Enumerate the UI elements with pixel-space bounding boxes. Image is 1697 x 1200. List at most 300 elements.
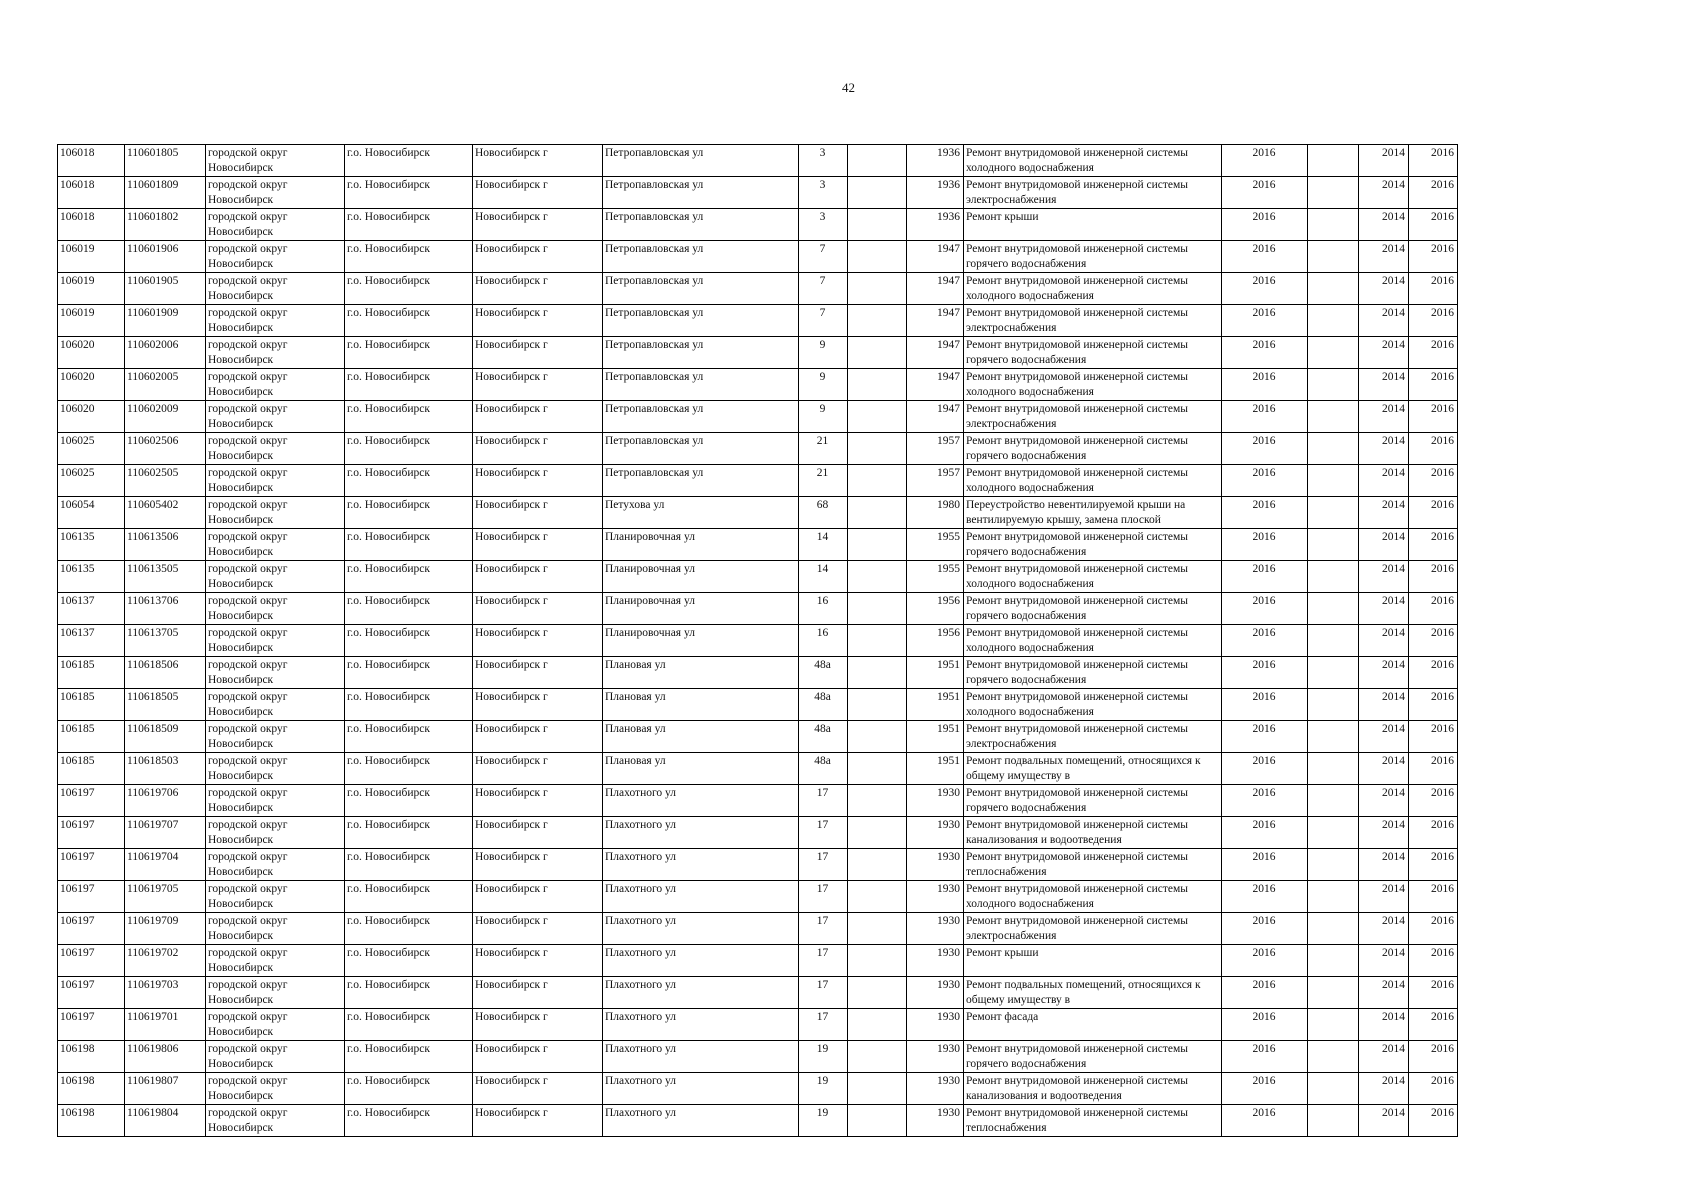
cell-period-end: 2016 [1409, 913, 1458, 945]
cell-municipality: городской округ Новосибирск [206, 913, 345, 945]
cell-planned-year: 2016 [1222, 369, 1308, 401]
cell-empty-col [1308, 881, 1359, 913]
cell-city-district: г.о. Новосибирск [345, 817, 473, 849]
cell-house-number: 9 [799, 401, 848, 433]
table-body [58, 145, 1458, 1137]
cell-repair-work-type: Ремонт внутридомовой инженерной системы электроснабжения [964, 401, 1222, 433]
cell-planned-year: 2016 [1222, 401, 1308, 433]
cell-repair-work-type: Ремонт внутридомовой инженерной системы электроснабжения [964, 913, 1222, 945]
cell-building [848, 273, 907, 305]
cell-building [848, 497, 907, 529]
cell-building [848, 977, 907, 1009]
cell-repair-work-type: Ремонт внутридомовой инженерной системы горячего водоснабжения [964, 785, 1222, 817]
cell-empty-col [1308, 849, 1359, 881]
cell-settlement: Новосибирск г [473, 785, 603, 817]
cell-city-district: г.о. Новосибирск [345, 977, 473, 1009]
cell-building [848, 561, 907, 593]
cell-building [848, 369, 907, 401]
table-row [58, 369, 1458, 401]
cell-planned-year: 2016 [1222, 785, 1308, 817]
cell-empty-col [1308, 561, 1359, 593]
cell-empty-col [1308, 273, 1359, 305]
cell-period-start: 2014 [1359, 497, 1409, 529]
table-row [58, 209, 1458, 241]
cell-year-built: 1936 [907, 177, 964, 209]
cell-empty-col [1308, 593, 1359, 625]
cell-city-district: г.о. Новосибирск [345, 1009, 473, 1041]
cell-repair-work-type: Ремонт внутридомовой инженерной системы холодного водоснабжения [964, 465, 1222, 497]
table-row [58, 529, 1458, 561]
cell-object-id: 106054 [58, 497, 125, 529]
cell-element-id: 110619807 [125, 1073, 206, 1105]
cell-settlement: Новосибирск г [473, 145, 603, 177]
cell-city-district: г.о. Новосибирск [345, 433, 473, 465]
cell-period-end: 2016 [1409, 529, 1458, 561]
cell-period-end: 2016 [1409, 401, 1458, 433]
cell-object-id: 106198 [58, 1105, 125, 1137]
cell-municipality: городской округ Новосибирск [206, 945, 345, 977]
cell-object-id: 106018 [58, 177, 125, 209]
table-row [58, 785, 1458, 817]
table-row [58, 689, 1458, 721]
cell-building [848, 241, 907, 273]
cell-street: Плахотного ул [603, 1105, 799, 1137]
cell-period-end: 2016 [1409, 369, 1458, 401]
cell-street: Петропавловская ул [603, 177, 799, 209]
cell-house-number: 7 [799, 241, 848, 273]
table-row [58, 721, 1458, 753]
cell-element-id: 110601909 [125, 305, 206, 337]
table-row [58, 1009, 1458, 1041]
cell-house-number: 17 [799, 785, 848, 817]
cell-repair-work-type: Ремонт внутридомовой инженерной системы холодного водоснабжения [964, 625, 1222, 657]
cell-city-district: г.о. Новосибирск [345, 785, 473, 817]
cell-empty-col [1308, 625, 1359, 657]
table-row [58, 145, 1458, 177]
cell-year-built: 1930 [907, 977, 964, 1009]
cell-period-start: 2014 [1359, 977, 1409, 1009]
cell-year-built: 1951 [907, 689, 964, 721]
cell-street: Плахотного ул [603, 849, 799, 881]
cell-period-start: 2014 [1359, 785, 1409, 817]
cell-period-start: 2014 [1359, 913, 1409, 945]
cell-city-district: г.о. Новосибирск [345, 1105, 473, 1137]
cell-object-id: 106198 [58, 1041, 125, 1073]
cell-year-built: 1947 [907, 273, 964, 305]
cell-empty-col [1308, 465, 1359, 497]
cell-empty-col [1308, 913, 1359, 945]
cell-element-id: 110619702 [125, 945, 206, 977]
cell-house-number: 9 [799, 369, 848, 401]
cell-empty-col [1308, 1105, 1359, 1137]
cell-element-id: 110602505 [125, 465, 206, 497]
cell-period-end: 2016 [1409, 1041, 1458, 1073]
cell-municipality: городской округ Новосибирск [206, 337, 345, 369]
table-row [58, 433, 1458, 465]
cell-empty-col [1308, 241, 1359, 273]
cell-object-id: 106197 [58, 1009, 125, 1041]
cell-street: Плахотного ул [603, 1009, 799, 1041]
cell-object-id: 106020 [58, 369, 125, 401]
cell-planned-year: 2016 [1222, 657, 1308, 689]
cell-repair-work-type: Ремонт внутридомовой инженерной системы холодного водоснабжения [964, 369, 1222, 401]
cell-repair-work-type: Ремонт внутридомовой инженерной системы холодного водоснабжения [964, 881, 1222, 913]
cell-repair-work-type: Ремонт внутридомовой инженерной системы холодного водоснабжения [964, 273, 1222, 305]
cell-settlement: Новосибирск г [473, 337, 603, 369]
page-number: 42 [842, 80, 855, 95]
cell-city-district: г.о. Новосибирск [345, 305, 473, 337]
cell-repair-work-type: Ремонт внутридомовой инженерной системы горячего водоснабжения [964, 657, 1222, 689]
cell-period-start: 2014 [1359, 657, 1409, 689]
cell-period-start: 2014 [1359, 241, 1409, 273]
cell-period-start: 2014 [1359, 433, 1409, 465]
table-row [58, 593, 1458, 625]
cell-street: Петропавловская ул [603, 337, 799, 369]
table-row [58, 913, 1458, 945]
cell-repair-work-type: Ремонт внутридомовой инженерной системы электроснабжения [964, 721, 1222, 753]
cell-period-start: 2014 [1359, 881, 1409, 913]
table-row [58, 881, 1458, 913]
cell-planned-year: 2016 [1222, 209, 1308, 241]
cell-building [848, 785, 907, 817]
cell-planned-year: 2016 [1222, 177, 1308, 209]
cell-object-id: 106020 [58, 401, 125, 433]
cell-building [848, 817, 907, 849]
cell-building [848, 753, 907, 785]
cell-object-id: 106135 [58, 529, 125, 561]
cell-period-end: 2016 [1409, 625, 1458, 657]
cell-period-end: 2016 [1409, 881, 1458, 913]
cell-period-start: 2014 [1359, 561, 1409, 593]
cell-street: Плахотного ул [603, 913, 799, 945]
cell-period-end: 2016 [1409, 689, 1458, 721]
cell-empty-col [1308, 1009, 1359, 1041]
cell-street: Петропавловская ул [603, 305, 799, 337]
cell-planned-year: 2016 [1222, 433, 1308, 465]
cell-planned-year: 2016 [1222, 1105, 1308, 1137]
cell-house-number: 16 [799, 625, 848, 657]
cell-year-built: 1947 [907, 241, 964, 273]
cell-repair-work-type: Ремонт внутридомовой инженерной системы холодного водоснабжения [964, 561, 1222, 593]
cell-street: Плановая ул [603, 753, 799, 785]
cell-object-id: 106197 [58, 785, 125, 817]
cell-settlement: Новосибирск г [473, 849, 603, 881]
cell-planned-year: 2016 [1222, 241, 1308, 273]
cell-city-district: г.о. Новосибирск [345, 497, 473, 529]
cell-repair-work-type: Ремонт внутридомовой инженерной системы холодного водоснабжения [964, 689, 1222, 721]
cell-year-built: 1947 [907, 337, 964, 369]
cell-building [848, 433, 907, 465]
cell-settlement: Новосибирск г [473, 881, 603, 913]
cell-city-district: г.о. Новосибирск [345, 945, 473, 977]
cell-municipality: городской округ Новосибирск [206, 145, 345, 177]
cell-element-id: 110602009 [125, 401, 206, 433]
cell-house-number: 3 [799, 177, 848, 209]
cell-municipality: городской округ Новосибирск [206, 593, 345, 625]
cell-house-number: 48а [799, 657, 848, 689]
cell-city-district: г.о. Новосибирск [345, 625, 473, 657]
cell-period-start: 2014 [1359, 1009, 1409, 1041]
cell-object-id: 106185 [58, 657, 125, 689]
table-row [58, 1041, 1458, 1073]
cell-period-start: 2014 [1359, 1105, 1409, 1137]
cell-city-district: г.о. Новосибирск [345, 561, 473, 593]
cell-house-number: 17 [799, 817, 848, 849]
cell-period-start: 2014 [1359, 529, 1409, 561]
cell-repair-work-type: Ремонт внутридомовой инженерной системы горячего водоснабжения [964, 241, 1222, 273]
cell-year-built: 1930 [907, 817, 964, 849]
cell-building [848, 1073, 907, 1105]
cell-element-id: 110619705 [125, 881, 206, 913]
cell-city-district: г.о. Новосибирск [345, 209, 473, 241]
cell-year-built: 1930 [907, 1041, 964, 1073]
cell-element-id: 110602506 [125, 433, 206, 465]
cell-building [848, 625, 907, 657]
cell-period-start: 2014 [1359, 1041, 1409, 1073]
cell-municipality: городской округ Новосибирск [206, 209, 345, 241]
cell-street: Плахотного ул [603, 785, 799, 817]
cell-city-district: г.о. Новосибирск [345, 401, 473, 433]
cell-period-start: 2014 [1359, 625, 1409, 657]
cell-empty-col [1308, 337, 1359, 369]
cell-year-built: 1951 [907, 721, 964, 753]
cell-house-number: 19 [799, 1041, 848, 1073]
cell-period-start: 2014 [1359, 369, 1409, 401]
cell-municipality: городской округ Новосибирск [206, 273, 345, 305]
cell-period-end: 2016 [1409, 465, 1458, 497]
cell-municipality: городской округ Новосибирск [206, 657, 345, 689]
cell-municipality: городской округ Новосибирск [206, 497, 345, 529]
cell-city-district: г.о. Новосибирск [345, 369, 473, 401]
cell-repair-work-type: Ремонт крыши [964, 209, 1222, 241]
cell-object-id: 106197 [58, 913, 125, 945]
cell-street: Плахотного ул [603, 1041, 799, 1073]
cell-element-id: 110619701 [125, 1009, 206, 1041]
cell-element-id: 110613705 [125, 625, 206, 657]
cell-municipality: городской округ Новосибирск [206, 369, 345, 401]
table-row [58, 753, 1458, 785]
cell-object-id: 106018 [58, 209, 125, 241]
cell-period-end: 2016 [1409, 1073, 1458, 1105]
cell-empty-col [1308, 977, 1359, 1009]
cell-period-start: 2014 [1359, 177, 1409, 209]
table-row [58, 657, 1458, 689]
cell-city-district: г.о. Новосибирск [345, 241, 473, 273]
cell-street: Петропавловская ул [603, 401, 799, 433]
cell-year-built: 1936 [907, 209, 964, 241]
cell-object-id: 106025 [58, 465, 125, 497]
cell-element-id: 110619804 [125, 1105, 206, 1137]
cell-element-id: 110618505 [125, 689, 206, 721]
cell-house-number: 21 [799, 433, 848, 465]
cell-settlement: Новосибирск г [473, 817, 603, 849]
cell-element-id: 110602005 [125, 369, 206, 401]
cell-period-start: 2014 [1359, 1073, 1409, 1105]
table-row [58, 401, 1458, 433]
cell-repair-work-type: Ремонт крыши [964, 945, 1222, 977]
table-row [58, 625, 1458, 657]
cell-empty-col [1308, 177, 1359, 209]
cell-planned-year: 2016 [1222, 145, 1308, 177]
cell-repair-work-type: Ремонт фасада [964, 1009, 1222, 1041]
cell-municipality: городской округ Новосибирск [206, 1041, 345, 1073]
cell-house-number: 16 [799, 593, 848, 625]
cell-building [848, 721, 907, 753]
cell-street: Плахотного ул [603, 817, 799, 849]
cell-period-start: 2014 [1359, 849, 1409, 881]
cell-year-built: 1957 [907, 465, 964, 497]
cell-object-id: 106198 [58, 1073, 125, 1105]
cell-object-id: 106018 [58, 145, 125, 177]
cell-municipality: городской округ Новосибирск [206, 305, 345, 337]
cell-municipality: городской округ Новосибирск [206, 433, 345, 465]
cell-house-number: 48а [799, 689, 848, 721]
cell-building [848, 209, 907, 241]
cell-house-number: 3 [799, 145, 848, 177]
cell-planned-year: 2016 [1222, 817, 1308, 849]
cell-period-start: 2014 [1359, 337, 1409, 369]
cell-period-start: 2014 [1359, 209, 1409, 241]
cell-building [848, 849, 907, 881]
cell-settlement: Новосибирск г [473, 753, 603, 785]
cell-city-district: г.о. Новосибирск [345, 1041, 473, 1073]
cell-settlement: Новосибирск г [473, 1105, 603, 1137]
cell-period-end: 2016 [1409, 945, 1458, 977]
cell-empty-col [1308, 721, 1359, 753]
cell-period-end: 2016 [1409, 241, 1458, 273]
cell-municipality: городской округ Новосибирск [206, 817, 345, 849]
cell-period-end: 2016 [1409, 305, 1458, 337]
cell-element-id: 110618503 [125, 753, 206, 785]
cell-settlement: Новосибирск г [473, 657, 603, 689]
cell-building [848, 177, 907, 209]
cell-element-id: 110618506 [125, 657, 206, 689]
cell-municipality: городской округ Новосибирск [206, 881, 345, 913]
cell-municipality: городской округ Новосибирск [206, 177, 345, 209]
cell-element-id: 110619806 [125, 1041, 206, 1073]
cell-house-number: 17 [799, 881, 848, 913]
cell-element-id: 110613706 [125, 593, 206, 625]
cell-repair-work-type: Ремонт внутридомовой инженерной системы канализования и водоотведения [964, 817, 1222, 849]
cell-planned-year: 2016 [1222, 689, 1308, 721]
cell-planned-year: 2016 [1222, 561, 1308, 593]
cell-planned-year: 2016 [1222, 529, 1308, 561]
cell-settlement: Новосибирск г [473, 529, 603, 561]
cell-planned-year: 2016 [1222, 1073, 1308, 1105]
cell-empty-col [1308, 785, 1359, 817]
cell-planned-year: 2016 [1222, 1041, 1308, 1073]
cell-settlement: Новосибирск г [473, 465, 603, 497]
cell-city-district: г.о. Новосибирск [345, 465, 473, 497]
cell-city-district: г.о. Новосибирск [345, 1073, 473, 1105]
cell-period-end: 2016 [1409, 1105, 1458, 1137]
cell-street: Планировочная ул [603, 625, 799, 657]
cell-element-id: 110618509 [125, 721, 206, 753]
cell-settlement: Новосибирск г [473, 977, 603, 1009]
cell-object-id: 106197 [58, 977, 125, 1009]
cell-city-district: г.о. Новосибирск [345, 145, 473, 177]
cell-street: Планировочная ул [603, 561, 799, 593]
cell-street: Петропавловская ул [603, 241, 799, 273]
cell-period-end: 2016 [1409, 561, 1458, 593]
cell-period-end: 2016 [1409, 977, 1458, 1009]
cell-period-end: 2016 [1409, 1009, 1458, 1041]
cell-municipality: городской округ Новосибирск [206, 689, 345, 721]
cell-period-end: 2016 [1409, 721, 1458, 753]
cell-municipality: городской округ Новосибирск [206, 1009, 345, 1041]
cell-building [848, 337, 907, 369]
cell-settlement: Новосибирск г [473, 913, 603, 945]
cell-year-built: 1930 [907, 1009, 964, 1041]
cell-period-end: 2016 [1409, 593, 1458, 625]
cell-object-id: 106025 [58, 433, 125, 465]
cell-year-built: 1955 [907, 561, 964, 593]
table-row [58, 497, 1458, 529]
cell-municipality: городской округ Новосибирск [206, 849, 345, 881]
cell-element-id: 110619703 [125, 977, 206, 1009]
cell-planned-year: 2016 [1222, 977, 1308, 1009]
cell-empty-col [1308, 369, 1359, 401]
cell-municipality: городской округ Новосибирск [206, 241, 345, 273]
cell-building [848, 689, 907, 721]
cell-municipality: городской округ Новосибирск [206, 1105, 345, 1137]
cell-object-id: 106185 [58, 689, 125, 721]
cell-year-built: 1930 [907, 1105, 964, 1137]
cell-building [848, 401, 907, 433]
cell-element-id: 110601905 [125, 273, 206, 305]
table-row [58, 241, 1458, 273]
cell-house-number: 21 [799, 465, 848, 497]
table-row [58, 817, 1458, 849]
cell-repair-work-type: Ремонт внутридомовой инженерной системы горячего водоснабжения [964, 529, 1222, 561]
cell-object-id: 106197 [58, 849, 125, 881]
table-row [58, 977, 1458, 1009]
cell-house-number: 68 [799, 497, 848, 529]
cell-planned-year: 2016 [1222, 881, 1308, 913]
cell-settlement: Новосибирск г [473, 561, 603, 593]
cell-house-number: 19 [799, 1073, 848, 1105]
cell-year-built: 1957 [907, 433, 964, 465]
cell-repair-work-type: Ремонт внутридомовой инженерной системы теплоснабжения [964, 1105, 1222, 1137]
cell-city-district: г.о. Новосибирск [345, 337, 473, 369]
cell-settlement: Новосибирск г [473, 209, 603, 241]
table-row [58, 945, 1458, 977]
cell-empty-col [1308, 753, 1359, 785]
cell-year-built: 1955 [907, 529, 964, 561]
cell-year-built: 1980 [907, 497, 964, 529]
cell-empty-col [1308, 401, 1359, 433]
cell-planned-year: 2016 [1222, 1009, 1308, 1041]
cell-repair-work-type: Ремонт подвальных помещений, относящихся к общему имуществу в [964, 977, 1222, 1009]
cell-house-number: 48а [799, 753, 848, 785]
cell-street: Петухова ул [603, 497, 799, 529]
cell-repair-work-type: Ремонт внутридомовой инженерной системы горячего водоснабжения [964, 337, 1222, 369]
cell-city-district: г.о. Новосибирск [345, 913, 473, 945]
cell-empty-col [1308, 529, 1359, 561]
cell-municipality: городской округ Новосибирск [206, 753, 345, 785]
cell-planned-year: 2016 [1222, 945, 1308, 977]
cell-object-id: 106197 [58, 817, 125, 849]
cell-building [848, 945, 907, 977]
cell-building [848, 1041, 907, 1073]
cell-municipality: городской округ Новосибирск [206, 785, 345, 817]
cell-street: Плановая ул [603, 657, 799, 689]
cell-empty-col [1308, 945, 1359, 977]
capital-repair-register-table [57, 144, 1458, 1137]
cell-planned-year: 2016 [1222, 337, 1308, 369]
cell-object-id: 106197 [58, 881, 125, 913]
cell-year-built: 1947 [907, 369, 964, 401]
